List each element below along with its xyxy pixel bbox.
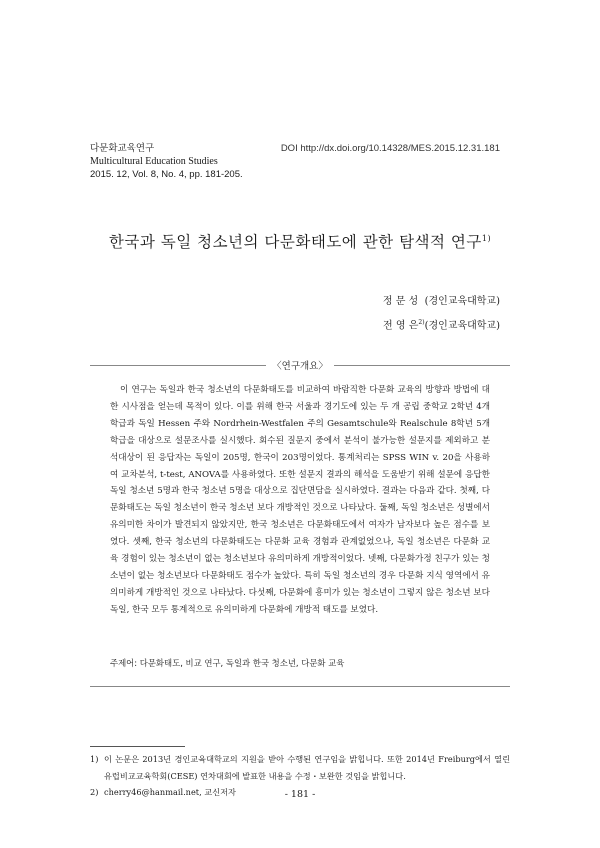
abstract-heading [90,358,510,372]
journal-title-english: Multicultural Education Studies [90,156,218,167]
paper-title-text: 한국과 독일 청소년의 다문화태도에 관한 탐색적 연구 [108,233,482,251]
author-name: 전 영 은 [383,320,419,332]
citation-info: 2015. 12, Vol. 8, No. 4, pp. 181-205. [90,169,243,180]
abstract-label: 〈연구개요〉 [272,361,328,372]
author-footnote-mark[interactable]: 2) [418,319,425,326]
author-name: 정 문 성 [382,296,419,307]
author-affiliation: (경인교육대학교) [424,320,500,332]
author-entry [383,312,500,336]
abstract-body: 이 연구는 독일과 한국 청소년의 다문화태도를 비교하여 바람직한 다문화 교육의 방향과 방법에 대한 시사점을 얻는데 목적이 있다. 이를 위해 한국 서울과 경기도에 있는 두 개 공립 중학교 2학년 4개 학급과 독일 Hessen 주와 Nordrhein-Westfalen 주의 Gesamtschule와 Realschule 8학년 5개 학급을 대상으로 설문조사를 실시했다. 회수된 질문지 중에서 분석이 불가능한 설문지를 제외하고 분석대상이 된 응답자는 독일이 205명, 한국이 203명이었다. 통계처리는 SPSS WIN v. 20을 사용하여 교차분석, t-test, ANOVA를 사용하였다. 또한 설문지 결과의 해석을 도움받기 위해 설문에 응답한 독일 청소년 5명과 한국 청소년 5명을 대상으로 집단면담을 실시하였다. 결과는 다음과 같다. 첫째, 다문화태도는 독일 청소년이 한국 청소년 보다 개방적인 것으로 나타났다. 둘째, 독일 청소년은 성별에서 유의미한 차이가 발견되지 않았지만, 한국 청소년은 다문화태도에서 여자가 남자보다 높은 점수를 보였다. 셋째, 한국 청소년의 다문화태도는 다문화 교육 경험과 관계없었으나, 독일 청소년은 다문화 교육 경험이 있는 청소년이 없는 청소년보다 유의미하게 개방적이었다. 넷째, 다문화가정 친구가 있는 청소년이 없는 청소년보다 다문화태도 점수가 높았다. 특히 독일 청소년의 경우 다문화 지식 영역에서 유의미하게 개방적인 것으로 나타났다. 다섯째, 다문화에 흥미가 있는 청소년이 그렇지 않은 청소년 보다 독일, 한국 모두 통계적으로 유의미하게 다문화에 개방적 태도를 보였다. [110,385,490,615]
footnote-number: 1) [90,754,99,764]
keywords: 주제어: 다문화태도, 비교 연구, 독일과 한국 청소년, 다문화 교육 [110,658,345,668]
footnote-email[interactable]: cherry46@hanmail.net, 교신저자 [104,787,236,797]
author-entry [383,291,500,312]
footnote-separator [90,746,185,747]
author-list [383,291,500,336]
abstract-rule-right [334,365,510,366]
footnote-number: 2) [90,787,99,797]
abstract-bottom-rule [90,686,510,687]
paper-title [0,230,600,252]
doi-link[interactable]: DOI http://dx.doi.org/10.14328/MES.2015.12.31.181 [280,143,500,154]
footnote-text: 이 논문은 2013년 경인교육대학교의 지원을 받아 수행된 연구임을 밝힙니다. 또한 2014년 Freiburg에서 열린 유럽비교교육학회(CESE) 연차대회에 발표한 내용을 수정・보완한 것임을 밝힙니다. [104,754,510,781]
title-footnote-mark[interactable]: 1) [481,233,492,243]
journal-header [90,140,500,180]
author-affiliation: (경인교육대학교) [424,296,500,307]
abstract-rule-left [90,365,266,366]
journal-title-korean: 다문화교육연구 [90,143,155,154]
footnote-item [90,751,510,784]
page-number: - 181 - [284,789,316,800]
